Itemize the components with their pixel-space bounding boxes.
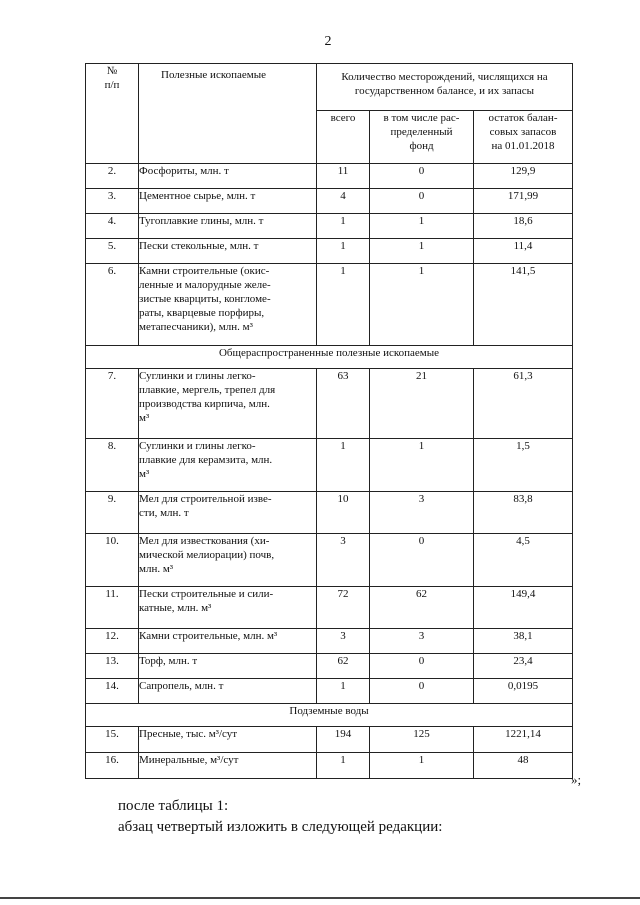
total-count: 1 (317, 439, 370, 492)
total-count: 3 (317, 534, 370, 587)
row-number: 5. (86, 239, 139, 264)
balance-remainder: 129,9 (474, 164, 573, 189)
section-groundwater: Подземные воды (86, 704, 573, 727)
distributed-fund: 1 (370, 239, 474, 264)
table-row (86, 189, 573, 214)
balance-remainder: 38,1 (474, 629, 573, 654)
mineral-reserves-table (85, 63, 573, 779)
distributed-fund: 0 (370, 534, 474, 587)
balance-remainder: 0,0195 (474, 679, 573, 704)
table-row (86, 727, 573, 753)
header-row (86, 64, 573, 111)
distributed-fund: 62 (370, 587, 474, 629)
row-number: 14. (86, 679, 139, 704)
section-groundwater-row (86, 704, 573, 727)
row-number: 13. (86, 654, 139, 679)
balance-remainder: 18,6 (474, 214, 573, 239)
header-name: Полезные ископаемые (139, 64, 317, 164)
distributed-fund: 3 (370, 492, 474, 534)
after-table-text (118, 796, 442, 838)
row-number: 8. (86, 439, 139, 492)
row-number: 12. (86, 629, 139, 654)
total-count: 3 (317, 629, 370, 654)
total-count: 72 (317, 587, 370, 629)
mineral-name: Цементное сырье, млн. т (139, 189, 317, 214)
distributed-fund: 125 (370, 727, 474, 753)
closing-quote: »; (571, 772, 582, 787)
mineral-name: Мел для строительной изве- сти, млн. т (139, 492, 317, 534)
mineral-name: Тугоплавкие глины, млн. т (139, 214, 317, 239)
balance-remainder: 4,5 (474, 534, 573, 587)
row-number: 4. (86, 214, 139, 239)
balance-remainder: 141,5 (474, 264, 573, 346)
total-count: 1 (317, 214, 370, 239)
mineral-name: Минеральные, м³/сут (139, 753, 317, 779)
after-table-line-2: абзац четвертый изложить в следующей редакции: (118, 819, 443, 835)
total-count: 63 (317, 369, 370, 439)
balance-remainder: 61,3 (474, 369, 573, 439)
total-count: 10 (317, 492, 370, 534)
total-count: 1 (317, 679, 370, 704)
table-row (86, 439, 573, 492)
header-distributed: в том числе рас- пределенный фонд (370, 111, 474, 164)
header-total: всего (317, 111, 370, 164)
mineral-name: Мел для известкования (хи- мической мелиорации) почв, млн. м³ (139, 534, 317, 587)
distributed-fund: 1 (370, 214, 474, 239)
header-group: Количество месторождений, числящихся на государственном балансе, и их запасы (317, 64, 573, 111)
mineral-name: Торф, млн. т (139, 654, 317, 679)
row-number: 6. (86, 264, 139, 346)
distributed-fund: 0 (370, 654, 474, 679)
distributed-fund: 0 (370, 189, 474, 214)
balance-remainder: 149,4 (474, 587, 573, 629)
distributed-fund: 3 (370, 629, 474, 654)
mineral-name: Пресные, тыс. м³/сут (139, 727, 317, 753)
table-row (86, 369, 573, 439)
balance-remainder: 83,8 (474, 492, 573, 534)
balance-remainder: 1221,14 (474, 727, 573, 753)
table-row (86, 264, 573, 346)
section-common-minerals-row (86, 346, 573, 369)
row-number: 16. (86, 753, 139, 779)
distributed-fund: 1 (370, 439, 474, 492)
total-count: 194 (317, 727, 370, 753)
balance-remainder: 48 (474, 753, 573, 779)
distributed-fund: 1 (370, 753, 474, 779)
table-row (86, 492, 573, 534)
mineral-name: Пески стекольные, млн. т (139, 239, 317, 264)
mineral-name: Сапропель, млн. т (139, 679, 317, 704)
balance-remainder: 171,99 (474, 189, 573, 214)
total-count: 11 (317, 164, 370, 189)
mineral-name: Фосфориты, млн. т (139, 164, 317, 189)
mineral-name: Камни строительные (окис- ленные и малорудные желе- зистые кварциты, конгломе- раты, кварцевые порфиры, метапесчаники), млн. м³ (139, 264, 317, 346)
section-common-minerals: Общераспространенные полезные ископаемые (86, 346, 573, 369)
total-count: 62 (317, 654, 370, 679)
row-number: 11. (86, 587, 139, 629)
bottom-rule (0, 897, 640, 899)
table-row (86, 239, 573, 264)
table-row (86, 164, 573, 189)
header-remainder: остаток балан- совых запасов на 01.01.2018 (474, 111, 573, 164)
distributed-fund: 0 (370, 679, 474, 704)
row-number: 7. (86, 369, 139, 439)
row-number: 3. (86, 189, 139, 214)
page-number: 2 (324, 34, 332, 49)
after-table-line-1: после таблицы 1: (118, 798, 229, 814)
mineral-name: Камни строительные, млн. м³ (139, 629, 317, 654)
total-count: 1 (317, 753, 370, 779)
row-number: 2. (86, 164, 139, 189)
table-row (86, 587, 573, 629)
distributed-fund: 1 (370, 264, 474, 346)
mineral-name: Пески строительные и сили- катные, млн. м³ (139, 587, 317, 629)
header-num: № п/п (86, 64, 139, 164)
mineral-name: Суглинки и глины легко- плавкие для керамзита, млн. м³ (139, 439, 317, 492)
table-row (86, 654, 573, 679)
row-number: 10. (86, 534, 139, 587)
table-row (86, 753, 573, 779)
row-number: 15. (86, 727, 139, 753)
table-row (86, 214, 573, 239)
row-number: 9. (86, 492, 139, 534)
distributed-fund: 0 (370, 164, 474, 189)
table-row (86, 534, 573, 587)
table-row (86, 629, 573, 654)
total-count: 1 (317, 239, 370, 264)
balance-remainder: 11,4 (474, 239, 573, 264)
distributed-fund: 21 (370, 369, 474, 439)
table-row (86, 679, 573, 704)
total-count: 4 (317, 189, 370, 214)
total-count: 1 (317, 264, 370, 346)
balance-remainder: 1,5 (474, 439, 573, 492)
table-body (86, 64, 573, 779)
balance-remainder: 23,4 (474, 654, 573, 679)
mineral-name: Суглинки и глины легко- плавкие, мергель, трепел для производства кирпича, млн. м³ (139, 369, 317, 439)
